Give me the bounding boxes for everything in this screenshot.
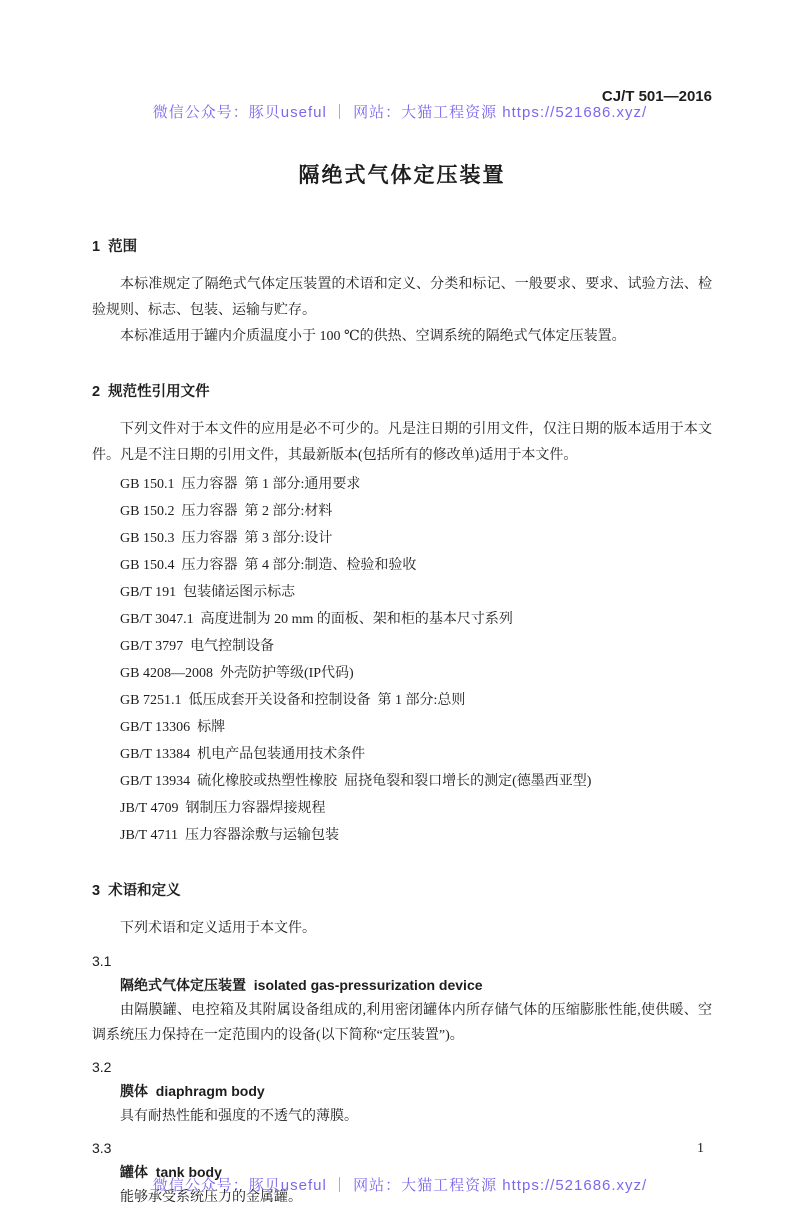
reference-item: GB/T 13306 标牌 [120,720,226,736]
term-number: 3.2 [92,1059,112,1076]
page-title: 隔绝式气体定压装置 [298,164,506,187]
term-name: 隔绝式气体定压装置 isolated gas-pressurization device [120,977,483,994]
page-number: 1 [697,1141,704,1156]
term-block [92,1056,712,1129]
term-block [92,950,712,1048]
term-number: 3.3 [92,1140,112,1157]
reference-item: GB 4208—2008 外壳防护等级(IP代码) [120,666,354,682]
reference-item: JB/T 4711 压力容器涂敷与运输包装 [120,828,339,844]
section-3-paragraph: 下列术语和定义适用于本文件。 [120,921,316,937]
reference-item: GB 150.3 压力容器 第 3 部分:设计 [120,531,333,547]
reference-item: GB/T 191 包装储运图示标志 [120,585,296,601]
reference-item: GB/T 3797 电气控制设备 [120,639,275,655]
reference-item: GB 7251.1 低压成套开关设备和控制设备 第 1 部分:总则 [120,693,466,709]
header-watermark: 微信公众号：豚贝useful ｜ 网站：大猫工程资源 https://521686.xyz/ [152,104,648,121]
term-definition: 由隔膜罐、电控箱及其附属设备组成的,利用密闭罐体内所存储气体的压缩膨胀性能,使供暖、空调系统压力保持在一定范围内的设备(以下简称“定压装置”)。 [92,1003,712,1044]
section-2-heading: 2 规范性引用文件 [92,384,210,401]
references-list [120,471,712,849]
reference-item: GB 150.2 压力容器 第 2 部分:材料 [120,504,333,520]
reference-item: GB 150.4 压力容器 第 4 部分:制造、检验和验收 [120,558,417,574]
term-definition: 具有耐热性能和强度的不透气的薄膜。 [120,1108,358,1124]
document-content [0,88,800,1210]
reference-item: GB 150.1 压力容器 第 1 部分:通用要求 [120,477,361,493]
reference-item: GB/T 13384 机电产品包装通用技术条件 [120,747,366,763]
section-2-paragraph: 下列文件对于本文件的应用是必不可少的。凡是注日期的引用文件，仅注日期的版本适用于本文件。凡是不注日期的引用文件，其最新版本(包括所有的修改单)适用于本文件。 [92,422,712,464]
reference-item: GB/T 3047.1 高度进制为 20 mm 的面板、架和柜的基本尺寸系列 [120,612,513,628]
section-1-heading: 1 范围 [92,239,138,255]
footer-watermark: 微信公众号：豚贝useful ｜ 网站：大猫工程资源 https://521686.xyz/ [152,1177,648,1194]
reference-item: JB/T 4709 钢制压力容器焊接规程 [120,801,326,817]
section-3-heading: 3 术语和定义 [92,883,181,900]
term-name: 膜体 diaphragm body [120,1083,265,1100]
reference-item: GB/T 13934 硫化橡胶或热塑性橡胶 屈挠龟裂和裂口增长的测定(德墨西亚型) [120,774,592,790]
doc-code: CJ/T 501—2016 [601,88,712,105]
section-1-paragraph: 本标准规定了隔绝式气体定压装置的术语和定义、分类和标记、一般要求、要求、试验方法、检验规则、标志、包装、运输与贮存。 [92,277,712,319]
document-page [0,88,800,1219]
term-number: 3.1 [92,953,112,970]
section-1-paragraph: 本标准适用于罐内介质温度小于 100 ℃的供热、空调系统的隔绝式气体定压装置。 [120,329,626,345]
term-name: 罐体 tank body [120,1163,222,1180]
term-definition: 能够承受系统压力的金属罐。 [120,1189,302,1205]
